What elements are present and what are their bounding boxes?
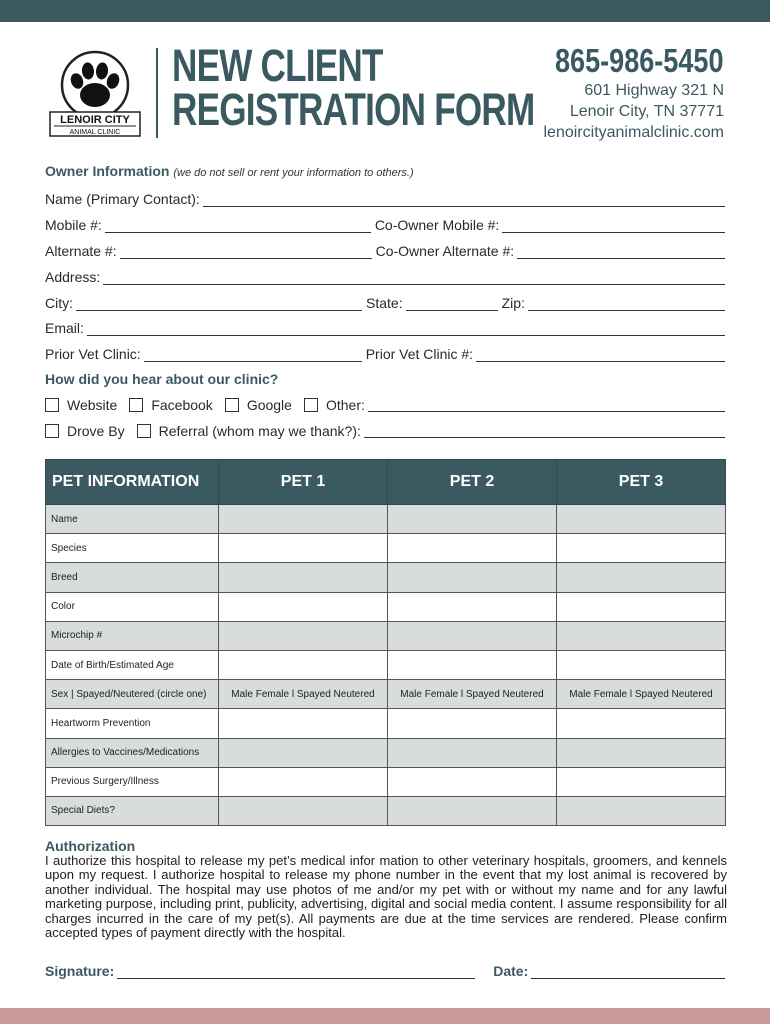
pet3-surgery-cell[interactable] [557,767,726,796]
pet1-surgery-cell[interactable] [219,767,388,796]
pet2-species-cell[interactable] [388,534,557,563]
alternate-label: Alternate #: [45,243,117,259]
prior-vet-row [45,344,725,362]
table-row [46,563,726,592]
drove-by-checkbox[interactable] [45,424,59,438]
title-line2: REGISTRATION FORM [172,84,535,135]
owner-privacy-note: (we do not sell or rent your information to others.) [173,167,414,179]
pet2-header: PET 2 [388,460,557,505]
mobile-label: Mobile #: [45,217,102,233]
pet2-allergies-cell[interactable] [388,738,557,767]
pet1-breed-cell[interactable] [219,563,388,592]
clinic-phone: 865-986-5450 [555,42,724,79]
pet3-color-cell[interactable] [557,592,726,621]
co-mobile-input-line[interactable] [502,220,725,233]
co-alternate-input-line[interactable] [517,246,725,259]
logo-line2: ANIMAL CLINIC [69,129,121,136]
table-row [46,680,726,709]
referral-row-1 [45,396,725,414]
email-row [45,318,725,336]
mobile-row [45,215,725,233]
email-label: Email: [45,320,84,336]
title-line1: NEW CLIENT [172,40,383,91]
clinic-website[interactable]: lenoircityanimalclinic.com [543,124,724,141]
facebook-option-label: Facebook [151,397,213,413]
city-input-line[interactable] [76,298,362,311]
row-label-diets: Special Diets? [46,796,219,825]
row-label-sex: Sex | Spayed/Neutered (circle one) [46,680,219,709]
co-alternate-label: Co-Owner Alternate #: [375,243,515,259]
row-label-birth-date: Date of Birth/Estimated Age [46,650,219,679]
pet2-sex-options[interactable]: Male Female l Spayed Neutered [388,680,557,709]
alternate-row [45,241,725,259]
pet1-heartworm-cell[interactable] [219,709,388,738]
authorization-heading: Authorization [45,838,136,854]
prior-vet-phone-label: Prior Vet Clinic #: [365,346,474,362]
table-row [46,709,726,738]
pet3-heartworm-cell[interactable] [557,709,726,738]
top-color-band [0,0,770,22]
name-label: Name (Primary Contact): [45,191,200,207]
pet3-species-cell[interactable] [557,534,726,563]
other-checkbox[interactable] [304,398,318,412]
table-row [46,592,726,621]
row-label-microchip: Microchip # [46,621,219,650]
state-label: State: [366,295,403,311]
table-row [46,650,726,679]
referral-option-label: Referral (whom may we thank?): [158,423,361,439]
pet1-allergies-cell[interactable] [219,738,388,767]
pet-info-header: PET INFORMATION [46,460,219,505]
facebook-checkbox[interactable] [129,398,143,412]
pet2-color-cell[interactable] [388,592,557,621]
row-label-heartworm: Heartworm Prevention [46,709,219,738]
pet1-sex-options[interactable]: Male Female l Spayed Neutered [219,680,388,709]
pet1-diets-cell[interactable] [219,796,388,825]
pet3-sex-options[interactable]: Male Female l Spayed Neutered [557,680,726,709]
co-mobile-label: Co-Owner Mobile #: [374,217,500,233]
bottom-color-band [0,1008,770,1024]
zip-label: Zip: [501,295,525,311]
table-row [46,767,726,796]
address-line2: Lenoir City, TN 37771 [569,103,724,120]
name-field [45,189,725,207]
header-divider [156,48,158,138]
pet-information-table [45,459,726,826]
clinic-address [544,80,725,143]
state-input-line[interactable] [406,298,498,311]
city-row [45,293,725,311]
pet3-microchip-cell[interactable] [557,621,726,650]
signature-label: Signature: [45,963,115,979]
row-label-breed: Breed [46,563,219,592]
signature-row [45,961,725,979]
pet1-species-cell[interactable] [219,534,388,563]
pet1-birth-date-cell[interactable] [219,650,388,679]
signature-input-line[interactable] [117,966,475,979]
owner-heading-text: Owner Information [45,163,170,179]
referral-checkbox[interactable] [137,424,151,438]
table-row [46,505,726,534]
pet2-surgery-cell[interactable] [388,767,557,796]
row-label-surgery: Previous Surgery/Illness [46,767,219,796]
zip-input-line[interactable] [528,298,725,311]
pet2-breed-cell[interactable] [388,563,557,592]
clinic-logo [48,48,142,140]
referral-heading: How did you hear about our clinic? [45,371,279,387]
logo-line1: LENOIR CITY [60,114,130,126]
table-row [46,738,726,767]
website-option-label: Website [67,397,118,413]
authorization-text: I authorize this hospital to release my pet’s medical infor mation to other veterinary hospitals, groomers, and kennels upon my request. I authorize hospital to release my phone number in the event that my lost animal is recovered by another individual. The hospital may use photos of me and/or my pet with or without my name and for any lawful marketing purpose, including print, publicity, advertising, digital and social media content. I assume responsibility for all charges incurred in the care of my pet(s). All payments are due at the time services are rendered. Please confirm accepted types of payment directly with the hospital. [45,853,727,941]
pet1-name-cell[interactable] [219,505,388,534]
address-line1: 601 Highway 321 N [584,82,724,99]
prior-vet-label: Prior Vet Clinic: [45,346,141,362]
other-option-label: Other: [325,397,365,413]
alternate-input-line[interactable] [120,246,372,259]
prior-vet-input-line[interactable] [144,349,362,362]
pet1-color-cell[interactable] [219,592,388,621]
pet3-breed-cell[interactable] [557,563,726,592]
email-input-line[interactable] [87,323,725,336]
website-checkbox[interactable] [45,398,59,412]
row-label-allergies: Allergies to Vaccines/Medications [46,738,219,767]
pet3-allergies-cell[interactable] [557,738,726,767]
referral-row-2 [45,422,725,440]
address-row [45,267,725,285]
row-label-name: Name [46,505,219,534]
pet3-birth-date-cell[interactable] [557,650,726,679]
mobile-input-line[interactable] [105,220,371,233]
address-input-line[interactable] [103,272,725,285]
pet2-diets-cell[interactable] [388,796,557,825]
table-row [46,796,726,825]
table-row [46,621,726,650]
pet2-heartworm-cell[interactable] [388,709,557,738]
google-checkbox[interactable] [225,398,239,412]
pet3-diets-cell[interactable] [557,796,726,825]
form-title [172,40,535,135]
pet1-microchip-cell[interactable] [219,621,388,650]
other-input-line[interactable] [368,399,725,412]
pet3-name-cell[interactable] [557,505,726,534]
pet2-name-cell[interactable] [388,505,557,534]
prior-vet-phone-input-line[interactable] [476,349,725,362]
pet2-birth-date-cell[interactable] [388,650,557,679]
name-input-line[interactable] [203,194,725,207]
paw-print-icon [48,48,142,140]
drove-by-option-label: Drove By [67,423,125,439]
owner-info-heading [45,163,414,179]
address-label: Address: [45,269,101,285]
google-option-label: Google [246,397,292,413]
referral-input-line[interactable] [364,425,725,438]
date-label: Date: [493,963,529,979]
row-label-color: Color [46,592,219,621]
row-label-species: Species [46,534,219,563]
date-input-line[interactable] [531,966,725,979]
pet2-microchip-cell[interactable] [388,621,557,650]
pet3-header: PET 3 [557,460,726,505]
pet-table-header [46,460,726,505]
pet1-header: PET 1 [219,460,388,505]
table-row [46,534,726,563]
city-label: City: [45,295,73,311]
